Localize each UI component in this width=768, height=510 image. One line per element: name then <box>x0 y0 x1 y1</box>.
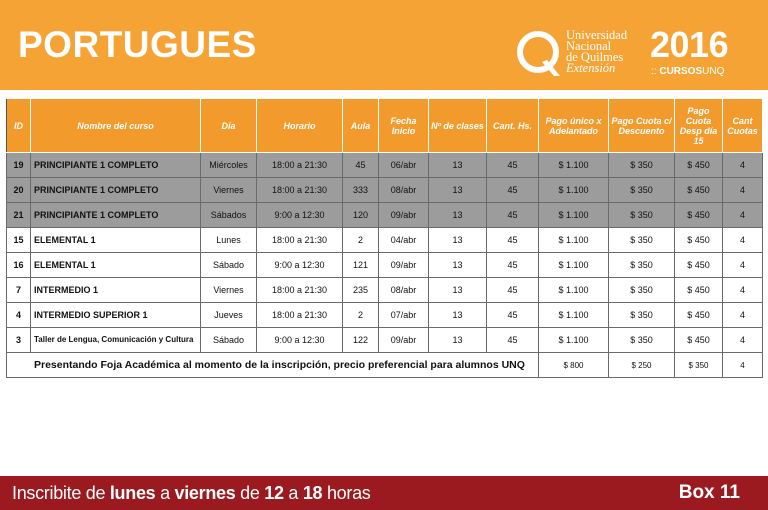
cell-hours: 45 <box>487 303 539 328</box>
cell-day: Miércoles <box>201 153 257 178</box>
cell-id: 21 <box>7 203 31 228</box>
cell-pay-discount: $ 350 <box>609 178 675 203</box>
table-row <box>7 303 763 328</box>
footer-text-4: viernes <box>174 483 236 503</box>
year-label: 2016 <box>650 24 729 65</box>
col-header: ID <box>7 99 31 153</box>
footer-text-8: 18 <box>302 483 323 503</box>
cell-day: Lunes <box>201 228 257 253</box>
cell-hours: 45 <box>487 278 539 303</box>
cell-start: 07/abr <box>379 303 429 328</box>
cell-pay-late: $ 450 <box>675 303 723 328</box>
cell-pay-discount: $ 350 <box>609 303 675 328</box>
cell-course-name: INTERMEDIO SUPERIOR 1 <box>31 303 201 328</box>
cell-installments: 4 <box>723 328 763 353</box>
cell-room: 121 <box>343 253 379 278</box>
cell-id: 20 <box>7 178 31 203</box>
cell-classes: 13 <box>429 253 487 278</box>
cell-pay-discount: $ 350 <box>609 278 675 303</box>
cell-hours: 45 <box>487 228 539 253</box>
col-header: Pago Cuota Desp día 15 <box>675 99 723 153</box>
col-header: Nombre del curso <box>31 99 201 153</box>
cell-course-name: ELEMENTAL 1 <box>31 253 201 278</box>
cell-pay-discount: $ 350 <box>609 328 675 353</box>
table-row <box>7 228 763 253</box>
cell-pay-discount: $ 350 <box>609 253 675 278</box>
cell-pay-once: $ 1.100 <box>539 278 609 303</box>
cell-id: 4 <box>7 303 31 328</box>
cell-time: 18:00 a 21:30 <box>257 278 343 303</box>
cell-start: 08/abr <box>379 178 429 203</box>
cell-course-name: ELEMENTAL 1 <box>31 228 201 253</box>
cell-hours: 45 <box>487 178 539 203</box>
cell-time: 9:00 a 12:30 <box>257 203 343 228</box>
cell-start: 09/abr <box>379 203 429 228</box>
col-header: Día <box>201 99 257 153</box>
cell-room: 2 <box>343 228 379 253</box>
cell-id: 15 <box>7 228 31 253</box>
cell-pay-once: $ 1.100 <box>539 153 609 178</box>
cell-classes: 13 <box>429 303 487 328</box>
cell-start: 06/abr <box>379 153 429 178</box>
cell-time: 18:00 a 21:30 <box>257 303 343 328</box>
cell-room: 45 <box>343 153 379 178</box>
cell-pay-once: $ 1.100 <box>539 303 609 328</box>
cell-pay-late: $ 450 <box>675 228 723 253</box>
course-table-container <box>6 98 762 378</box>
col-header: Cant Cuotas <box>723 99 763 153</box>
cell-course-name: PRINCIPIANTE 1 COMPLETO <box>31 178 201 203</box>
cell-room: 235 <box>343 278 379 303</box>
footer-text-7: a <box>283 483 303 503</box>
cell-day: Jueves <box>201 303 257 328</box>
footer-text-1: Inscribite de <box>12 483 110 503</box>
cell-pay-discount: $ 350 <box>609 203 675 228</box>
cell-installments: 4 <box>723 228 763 253</box>
cell-installments: 4 <box>723 178 763 203</box>
university-name <box>566 30 627 74</box>
cell-pay-late: $ 450 <box>675 278 723 303</box>
cell-id: 16 <box>7 253 31 278</box>
preferential-price-row <box>7 353 763 378</box>
cell-hours: 45 <box>487 153 539 178</box>
table-header-row <box>7 99 763 153</box>
cell-classes: 13 <box>429 228 487 253</box>
cell-pay-late: $ 450 <box>675 253 723 278</box>
course-table <box>6 98 763 378</box>
cell-room: 120 <box>343 203 379 228</box>
cell-course-name: Taller de Lengua, Comunicación y Cultura <box>31 328 201 353</box>
col-header: Pago Cuota c/ Descuento <box>609 99 675 153</box>
table-row <box>7 203 763 228</box>
cell-day: Viernes <box>201 278 257 303</box>
cell-pay-once: $ 1.100 <box>539 203 609 228</box>
col-header: Cant. Hs. <box>487 99 539 153</box>
cell-time: 18:00 a 21:30 <box>257 153 343 178</box>
cell-pay-late: $ 450 <box>675 153 723 178</box>
cell-classes: 13 <box>429 178 487 203</box>
cell-id: 7 <box>7 278 31 303</box>
cell-hours: 45 <box>487 253 539 278</box>
footer-text-2: lunes <box>109 483 156 503</box>
cell-start: 04/abr <box>379 228 429 253</box>
cell-installments: 4 <box>723 303 763 328</box>
cell-hours: 45 <box>487 328 539 353</box>
table-row <box>7 278 763 303</box>
header-banner <box>0 0 768 90</box>
cell-day: Sábados <box>201 203 257 228</box>
cell-start: 09/abr <box>379 328 429 353</box>
page-title: PORTUGUES <box>18 24 257 65</box>
col-header: Fecha Inicio <box>379 99 429 153</box>
cell-start: 09/abr <box>379 253 429 278</box>
table-row <box>7 253 763 278</box>
cell-course-name: INTERMEDIO 1 <box>31 278 201 303</box>
col-header: Horario <box>257 99 343 153</box>
cell-pay-late: $ 350 <box>675 353 723 378</box>
cell-start: 08/abr <box>379 278 429 303</box>
university-logo-icon <box>516 30 562 78</box>
table-row <box>7 328 763 353</box>
table-row <box>7 178 763 203</box>
cursos-suffix: UNQ <box>702 66 725 77</box>
cursos-unq-label <box>651 66 724 77</box>
box-number: Box 11 <box>678 482 740 503</box>
col-header: Pago único x Adelantado <box>539 99 609 153</box>
cell-pay-once: $ 800 <box>539 353 609 378</box>
footer-text-5: de <box>235 483 265 503</box>
cell-pay-once: $ 1.100 <box>539 328 609 353</box>
cell-time: 9:00 a 12:30 <box>257 328 343 353</box>
cell-pay-late: $ 450 <box>675 203 723 228</box>
footer-text-3: a <box>155 483 175 503</box>
cell-time: 18:00 a 21:30 <box>257 228 343 253</box>
cell-classes: 13 <box>429 278 487 303</box>
university-line-2: Nacional <box>566 39 612 53</box>
cell-pay-discount: $ 250 <box>609 353 675 378</box>
cell-day: Sábado <box>201 253 257 278</box>
cell-pay-once: $ 1.100 <box>539 228 609 253</box>
cell-installments: 4 <box>723 278 763 303</box>
cell-installments: 4 <box>723 153 763 178</box>
cell-time: 9:00 a 12:30 <box>257 253 343 278</box>
cell-course-name: PRINCIPIANTE 1 COMPLETO <box>31 153 201 178</box>
registration-hours <box>12 483 370 504</box>
university-line-1: Universidad <box>566 28 628 42</box>
cursos-prefix: :: <box>651 66 657 77</box>
cell-pay-once: $ 1.100 <box>539 178 609 203</box>
cell-installments: 4 <box>723 203 763 228</box>
table-row <box>7 153 763 178</box>
cell-room: 122 <box>343 328 379 353</box>
cell-hours: 45 <box>487 203 539 228</box>
university-line-4: Extensión <box>566 61 616 75</box>
cell-id: 3 <box>7 328 31 353</box>
footer-banner <box>0 476 768 510</box>
cell-pay-discount: $ 350 <box>609 153 675 178</box>
cell-day: Viernes <box>201 178 257 203</box>
cell-classes: 13 <box>429 153 487 178</box>
cell-pay-late: $ 450 <box>675 178 723 203</box>
cell-classes: 13 <box>429 328 487 353</box>
cell-classes: 13 <box>429 203 487 228</box>
col-header: Nº de clases <box>429 99 487 153</box>
cell-pay-discount: $ 350 <box>609 228 675 253</box>
cell-time: 18:00 a 21:30 <box>257 178 343 203</box>
cell-pay-once: $ 1.100 <box>539 253 609 278</box>
footer-text-6: 12 <box>264 483 284 503</box>
university-line-3: de Quilmes <box>566 50 624 64</box>
cell-room: 2 <box>343 303 379 328</box>
col-header: Aula <box>343 99 379 153</box>
cell-pay-late: $ 450 <box>675 328 723 353</box>
cell-course-name: PRINCIPIANTE 1 COMPLETO <box>31 203 201 228</box>
cell-id: 19 <box>7 153 31 178</box>
footer-text-9: horas <box>322 483 371 503</box>
cursos-bold: CURSOS <box>659 66 703 77</box>
cell-day: Sábado <box>201 328 257 353</box>
cell-installments: 4 <box>723 253 763 278</box>
preferential-note: Presentando Foja Académica al momento de la inscripción, precio preferencial para alumnos UNQ <box>7 353 539 378</box>
cell-installments: 4 <box>723 353 763 378</box>
cell-room: 333 <box>343 178 379 203</box>
